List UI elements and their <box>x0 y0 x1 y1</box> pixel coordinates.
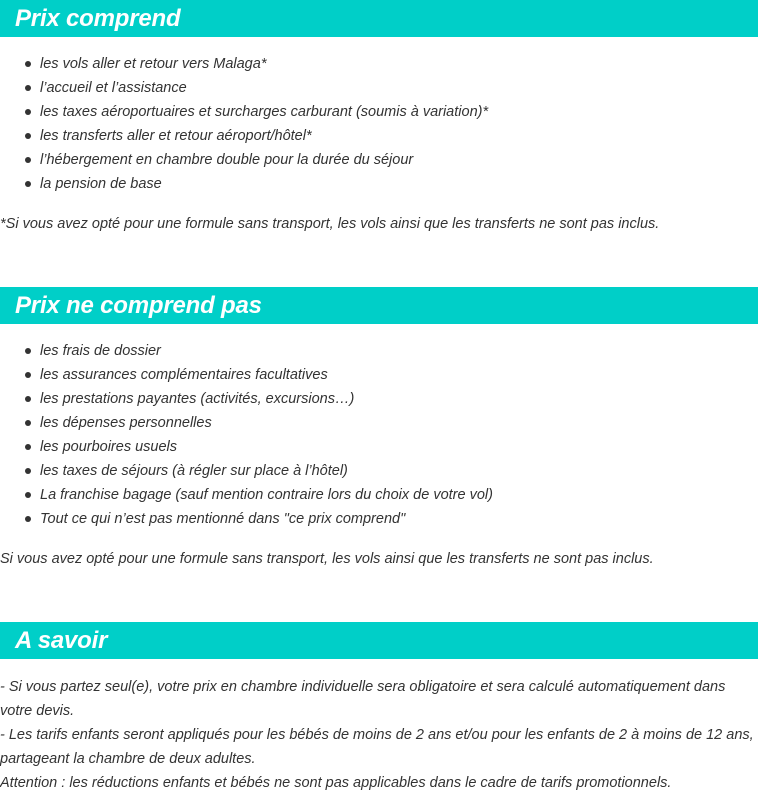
list-item-text: Tout ce qui n’est pas mentionné dans "ce prix comprend" <box>40 511 406 527</box>
list-item-text: la pension de base <box>40 176 162 192</box>
section-title: A savoir <box>15 627 108 654</box>
list-item <box>0 52 488 76</box>
bullet-icon <box>25 396 31 402</box>
list-item <box>0 459 493 483</box>
list-item-text: les taxes de séjours (à régler sur place à l’hôtel) <box>40 463 348 479</box>
bullet-icon <box>25 157 31 163</box>
list-item <box>0 148 488 172</box>
section-title: Prix ne comprend pas <box>15 292 262 319</box>
bullet-icon <box>25 372 31 378</box>
savoir-paragraph: - Si vous partez seul(e), votre prix en chambre individuelle sera obligatoire et sera calculé automatiquement dans votre devis. <box>0 679 726 719</box>
bullet-icon <box>25 516 31 522</box>
list-item <box>0 339 493 363</box>
excluded-list <box>0 339 493 531</box>
section-header-a-savoir <box>0 622 758 659</box>
list-item-text: l’accueil et l’assistance <box>40 80 187 96</box>
list-item <box>0 124 488 148</box>
section-title: Prix comprend <box>15 5 181 32</box>
list-item <box>0 507 493 531</box>
list-item-text: les dépenses personnelles <box>40 415 212 431</box>
bullet-icon <box>25 420 31 426</box>
transport-note: Si vous avez opté pour une formule sans transport, les vols ainsi que les transferts ne sont pas inclus. <box>0 551 654 567</box>
section-header-prix-ne-comprend-pas <box>0 287 758 324</box>
bullet-icon <box>25 109 31 115</box>
bullet-icon <box>25 492 31 498</box>
list-item <box>0 100 488 124</box>
savoir-paragraph: Attention : les réductions enfants et bébés ne sont pas applicables dans le cadre de tarifs promotionnels. <box>0 775 672 791</box>
list-item-text: les vols aller et retour vers Malaga* <box>40 56 267 72</box>
included-list <box>0 52 488 196</box>
list-item <box>0 76 488 100</box>
bullet-icon <box>25 444 31 450</box>
list-item-text: les taxes aéroportuaires et surcharges carburant (soumis à variation)* <box>40 104 489 120</box>
transport-note: *Si vous avez opté pour une formule sans transport, les vols ainsi que les transferts ne sont pas inclus. <box>0 216 660 232</box>
bullet-icon <box>25 468 31 474</box>
list-item-text: les prestations payantes (activités, excursions…) <box>40 391 355 407</box>
bullet-icon <box>25 348 31 354</box>
savoir-paragraph: - Les tarifs enfants seront appliqués pour les bébés de moins de 2 ans et/ou pour les enfants de 2 à moins de 12 ans, partageant la chambre de deux adultes. <box>0 727 754 767</box>
list-item <box>0 483 493 507</box>
list-item <box>0 172 488 196</box>
list-item-text: les transferts aller et retour aéroport/hôtel* <box>40 128 312 144</box>
list-item-text: les frais de dossier <box>40 343 161 359</box>
bullet-icon <box>25 61 31 67</box>
list-item-text: les assurances complémentaires facultatives <box>40 367 328 383</box>
a-savoir-content <box>0 675 758 795</box>
list-item-text: l’hébergement en chambre double pour la durée du séjour <box>40 152 414 168</box>
list-item <box>0 387 493 411</box>
bullet-icon <box>25 85 31 91</box>
bullet-icon <box>25 133 31 139</box>
list-item <box>0 363 493 387</box>
list-item <box>0 435 493 459</box>
section-header-prix-comprend <box>0 0 758 37</box>
bullet-icon <box>25 181 31 187</box>
list-item-text: les pourboires usuels <box>40 439 178 455</box>
list-item-text: La franchise bagage (sauf mention contraire lors du choix de votre vol) <box>40 487 493 503</box>
list-item <box>0 411 493 435</box>
